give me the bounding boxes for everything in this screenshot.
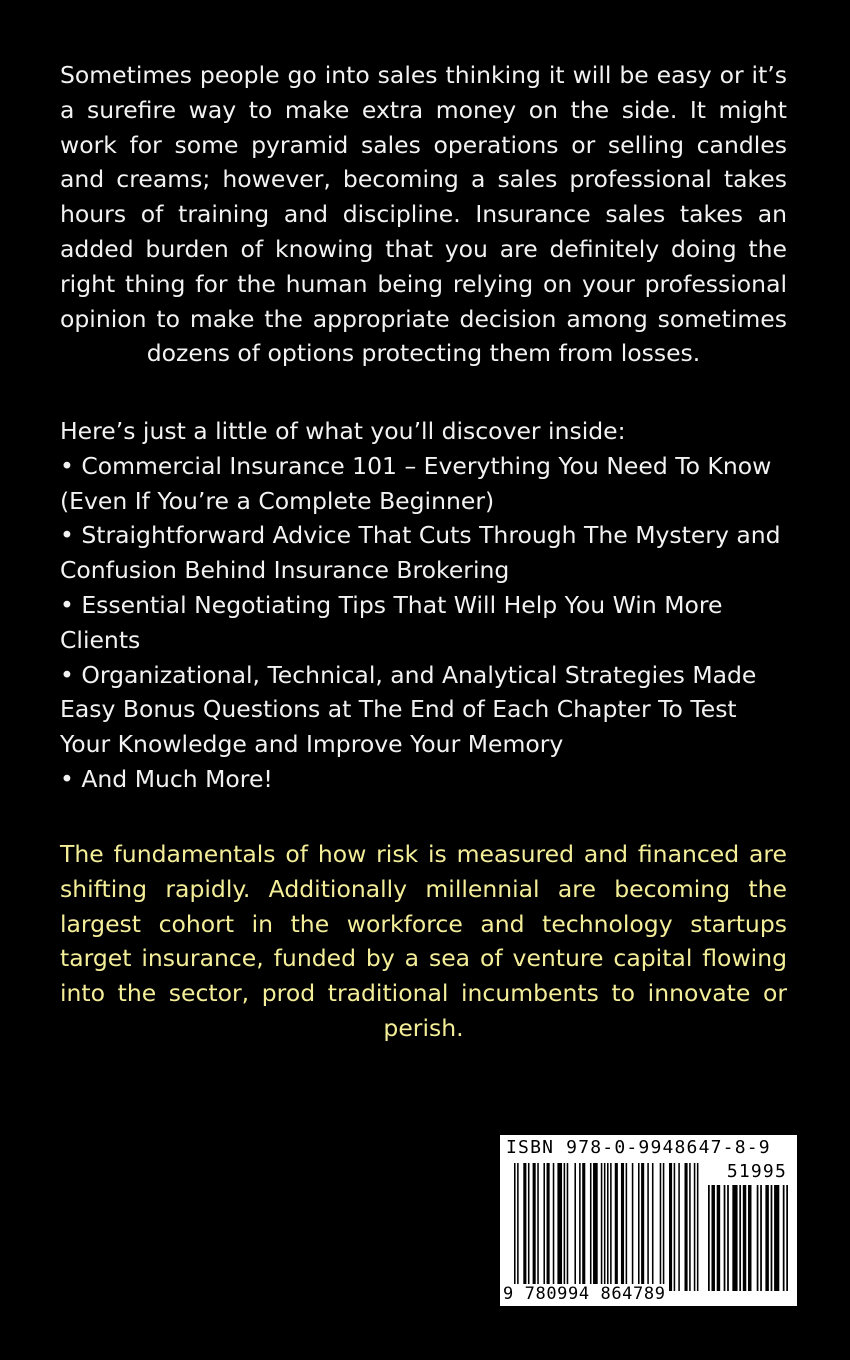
feature-item: • Straightforward Advice That Cuts Through The Mystery and Confusion Behind Insurance Brokering [60,521,781,585]
features-heading: Here’s just a little of what you’ll discover inside: [60,417,626,445]
barcode-digits: 9 780994 864789 [503,1284,666,1304]
isbn-barcode [500,1135,797,1306]
outro-paragraph: The fundamentals of how risk is measured and financed are shifting rapidly. Additionally millennial are becoming the largest cohort in the workforce and technology startups target insurance, funded by a sea of venture capital flowing into the sector, prod traditional incumbents to innovate or perish. [60,840,787,1042]
feature-item: • Essential Negotiating Tips That Will Help You Win More Clients [60,590,723,654]
feature-item: • Commercial Insurance 101 – Everything You Need To Know (Even If You’re a Complete Beginner) [60,451,772,515]
feature-item: • Organizational, Technical, and Analytical Strategies Made Easy Bonus Questions at The End of Each Chapter To Test Your Knowledge and Improve Your Memory [60,660,757,759]
features-section [60,414,787,797]
intro-paragraph: Sometimes people go into sales thinking it will be easy or it’s a surefire way to make extra money on the side. It might work for some pyramid sales operations or selling candles and creams; however, becoming a sales professional takes hours of training and discipline. Insurance sales takes an added burden of knowing that you are definitely doing the right thing for the human being relying on your professional opinion to make the appropriate decision among sometimes dozens of options protecting them from losses. [60,61,787,368]
price-code: 51995 [726,1161,787,1182]
barcode-bars [514,1163,700,1291]
price-barcode-bars [708,1185,788,1291]
feature-item: • And Much More! [60,764,273,793]
isbn-label: ISBN 978-0-9948647-8-9 [506,1137,771,1158]
